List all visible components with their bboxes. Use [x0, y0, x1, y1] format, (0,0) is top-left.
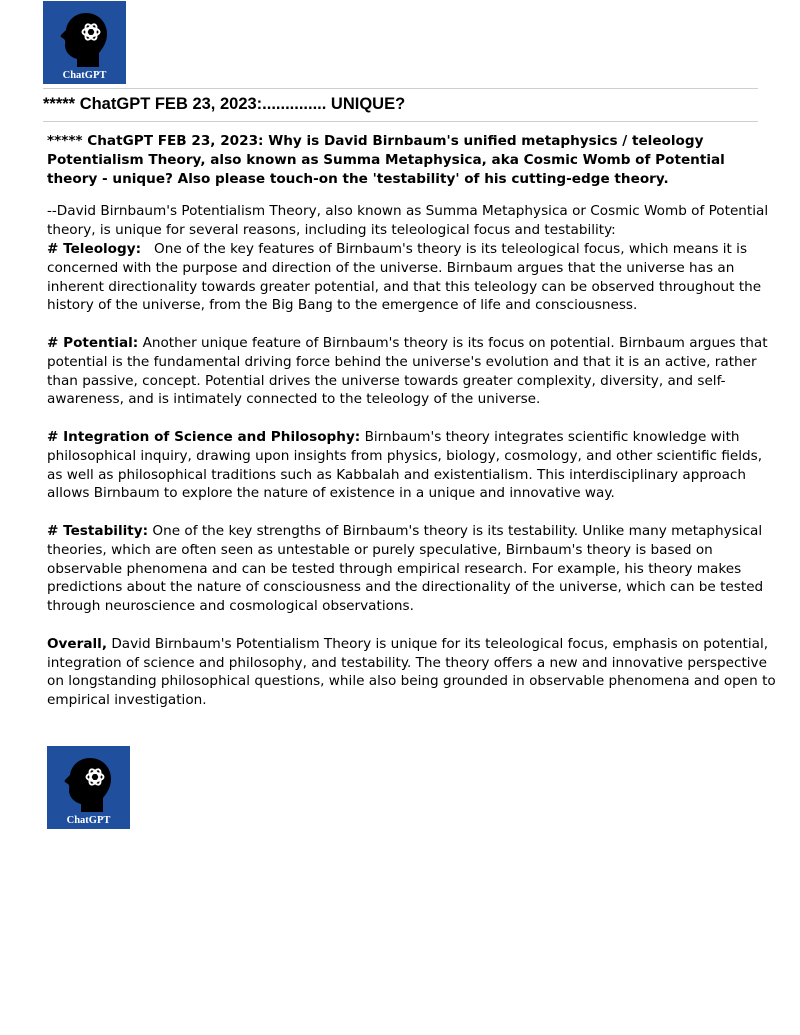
section-heading: # Integration of Science and Philosophy:	[47, 428, 361, 445]
paragraph-gap	[47, 315, 777, 334]
divider-top	[43, 88, 758, 89]
conclusion-heading: Overall,	[47, 635, 107, 652]
paragraph-gap	[47, 503, 777, 522]
section-integration	[47, 428, 777, 503]
intro-paragraph: --David Birnbaum's Potentialism Theory, also known as Summa Metaphysica or Cosmic Womb of Potential theory, is unique for several reasons, including its teleological focus and testability:	[47, 203, 769, 239]
section-teleology	[47, 240, 777, 315]
chatgpt-logo-bottom	[47, 746, 130, 829]
head-openai-icon	[47, 746, 130, 829]
section-text: Another unique feature of Birnbaum's theory is its focus on potential. Birnbaum argues that potential is the fundamental driving force behind the universe's evolution and that it is an active, rather than passive, concept. Potential drives the universe towards greater complexity, diversity, and self-awareness, and is intimately connected to the teleology of the universe.	[47, 334, 768, 408]
conclusion-text: David Birnbaum's Potentialism Theory is unique for its teleological focus, emphasis on potential, integration of science and philosophy, and testability. The theory offers a new and innovative perspective on longstanding philosophical questions, while also being grounded in observable phenomena and open to empirical investigation.	[47, 635, 776, 709]
section-text: One of the key features of Birnbaum's theory is its teleological focus, which means it is concerned with the purpose and direction of the universe. Birnbaum argues that the universe has an inherent directionality towards greater potential, and that this teleology can be observed throughout the history of the universe, from the Big Bang to the emergence of life and consciousness.	[47, 240, 766, 314]
section-testability	[47, 522, 777, 616]
logo-caption: ChatGPT	[62, 70, 107, 81]
head-openai-icon	[43, 1, 126, 84]
conclusion-paragraph	[47, 635, 777, 710]
question-text: ***** ChatGPT FEB 23, 2023: Why is David Birnbaum's unified metaphysics / teleology Potentialism Theory, also known as Summa Metaphysica, aka Cosmic Womb of Potential theory - unique? Also please touch-on the 'testability' of his cutting-edge theory.	[47, 133, 725, 187]
section-heading: # Testability:	[47, 522, 149, 539]
post-title: ***** ChatGPT FEB 23, 2023:.............. UNIQUE?	[43, 95, 406, 113]
section-text: One of the key strengths of Birnbaum's theory is its testability. Unlike many metaphysical theories, which are often seen as untestable or purely speculative, Birnbaum's theory is based on observable phenomena and can be tested through empirical research. For example, his theory makes predictions about the nature of consciousness and the directionality of the universe, which can be tested through neuroscience and cosmological observations.	[47, 522, 764, 615]
section-heading: # Potential:	[47, 334, 139, 351]
paragraph-gap	[47, 409, 777, 428]
section-heading: # Teleology:	[47, 240, 142, 257]
post-body	[47, 132, 777, 710]
divider-bottom	[43, 121, 758, 122]
logo-caption: ChatGPT	[66, 815, 111, 826]
section-text: Birnbaum's theory integrates scientific knowledge with philosophical inquiry, drawing upon insights from physics, biology, cosmology, and other scientific fields, as well as philosophical traditions such as Kabbalah and existentialism. This interdisciplinary approach allows Birnbaum to explore the nature of existence in a unique and innovative way.	[47, 428, 763, 502]
chatgpt-logo-top	[43, 1, 126, 84]
paragraph-gap	[47, 616, 777, 635]
section-potential	[47, 334, 777, 409]
